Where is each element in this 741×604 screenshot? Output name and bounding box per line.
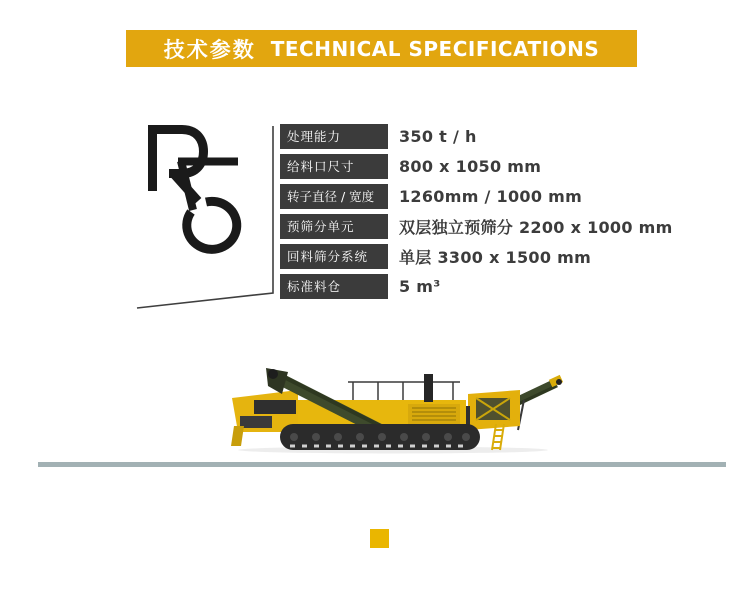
spec-label: 转子直径 / 宽度 — [280, 184, 388, 209]
footer-rule — [38, 462, 726, 467]
spec-label: 给料口尺寸 — [280, 154, 388, 179]
spec-value: 双层独立预筛分 2200 x 1000 mm — [399, 218, 673, 237]
spec-table — [280, 124, 673, 304]
spec-row-feed-opening — [280, 154, 640, 179]
spec-row-rotor — [280, 184, 640, 209]
spec-row-hopper — [280, 274, 640, 299]
footer-accent-square — [370, 529, 389, 548]
spec-label: 处理能力 — [280, 124, 388, 149]
spec-value: 5 m³ — [399, 277, 441, 296]
model-logo-r5 — [140, 116, 260, 266]
spec-row-capacity — [280, 124, 640, 149]
spec-label: 回料筛分系统 — [280, 244, 388, 269]
section-title-banner — [126, 30, 637, 67]
section-title-english: TECHNICAL SPECIFICATIONS — [270, 36, 600, 61]
crusher-side-view-graphic — [228, 366, 563, 454]
spec-value: 1260mm / 1000 mm — [399, 187, 583, 206]
spec-value: 350 t / h — [399, 127, 477, 146]
spec-label: 预筛分单元 — [280, 214, 388, 239]
spec-row-prescreen — [280, 214, 673, 239]
spec-label: 标准料仓 — [280, 274, 388, 299]
section-title-chinese: 技术参数 — [163, 37, 256, 62]
machine-image — [228, 366, 563, 454]
spec-value: 单层 3300 x 1500 mm — [399, 248, 592, 267]
spec-row-recirculating-screen — [280, 244, 640, 269]
spec-value: 800 x 1050 mm — [399, 157, 542, 176]
